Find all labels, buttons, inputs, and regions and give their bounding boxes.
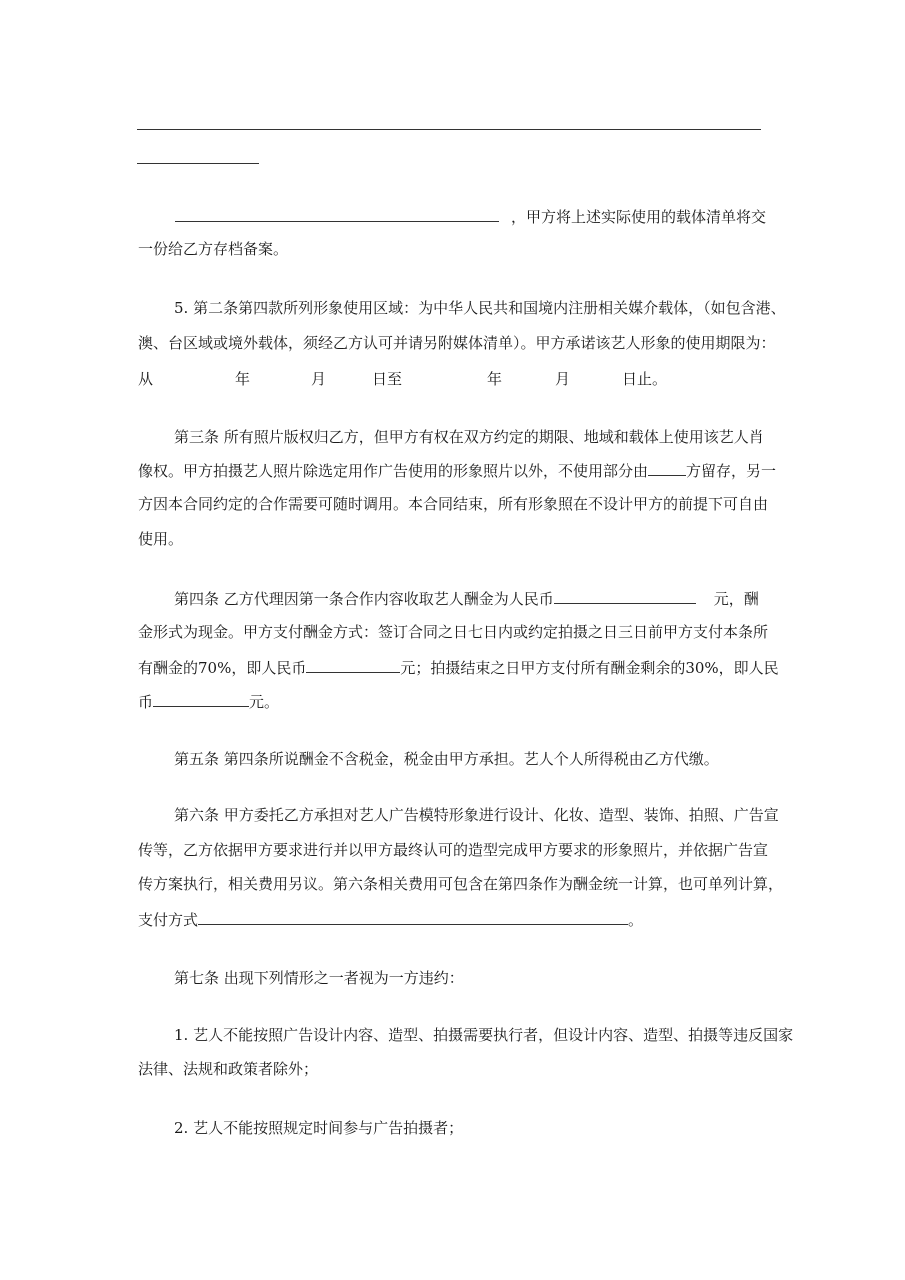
text-line: 第七条 出现下列情形之一者视为一方违约： [174, 969, 464, 987]
top-rule-short [137, 163, 259, 164]
date-day-end: 日止。 [622, 370, 668, 388]
date-from: 从 [138, 370, 154, 388]
top-rule-long [137, 129, 761, 130]
date-year-2: 年 [487, 370, 503, 388]
fill-blank[interactable] [554, 588, 696, 604]
fill-blank[interactable] [198, 909, 628, 925]
date-year-1: 年 [235, 370, 251, 388]
text-line: 法律、法规和政策者除外； [138, 1060, 319, 1078]
text-line: 一份给乙方存档备案。 [138, 240, 289, 258]
text-line: 2. 艺人不能按照规定时间参与广告拍摄者； [174, 1119, 464, 1137]
text-line: 使用。 [138, 530, 184, 548]
text-line: 有酬金的70%，即人民币 元；拍摄结束之日甲方支付所有酬金剩余的30%，即人民 [138, 659, 779, 677]
date-month-2: 月 [555, 370, 571, 388]
fill-blank[interactable] [153, 691, 249, 707]
text-line: 5. 第二条第四款所列形象使用区域：为中华人民共和国境内注册相关媒介载体，（如包含港、 [174, 299, 786, 317]
text-line: 币 元。 [138, 693, 280, 711]
date-month-1: 月 [311, 370, 327, 388]
fill-blank[interactable] [175, 206, 499, 222]
text-line: 支付方式 。 [138, 911, 644, 929]
text-line: 1. 艺人不能按照广告设计内容、造型、拍摄需要执行者，但设计内容、造型、拍摄等违反国家 [174, 1026, 794, 1044]
text-line: 第四条 乙方代理因第一条合作内容收取艺人酬金为人民币 元，酬 [174, 590, 759, 608]
text-line: 第三条 所有照片版权归乙方，但甲方有权在双方约定的期限、地域和载体上使用该艺人肖 [174, 428, 764, 446]
text-line: 传方案执行，相关费用另议。第六条相关费用可包含在第四条作为酬金统一计算，也可单列计算， [138, 875, 784, 893]
fill-blank[interactable] [648, 460, 686, 476]
text-line: 第五条 第四条所说酬金不含税金，税金由甲方承担。艺人个人所得税由乙方代缴。 [174, 750, 719, 768]
text-line: ，甲方将上述实际使用的载体清单将交 [175, 206, 766, 227]
text-line: 金形式为现金。甲方支付酬金方式：签订合同之日七日内或约定拍摄之日三日前甲方支付本条所 [138, 623, 769, 641]
fill-blank[interactable] [306, 657, 400, 673]
text-line: 第六条 甲方委托乙方承担对艺人广告模特形象进行设计、化妆、造型、装饰、拍照、广告宣 [174, 806, 779, 824]
text-line: 传等，乙方依据甲方要求进行并以甲方最终认可的造型完成甲方要求的形象照片，并依据广告宣 [138, 841, 769, 859]
text-line: 澳、台区域或境外载体，须经乙方认可并请另附媒体清单）。甲方承诺该艺人形象的使用期限为： [138, 334, 776, 352]
text-line: 像权。甲方拍摄艺人照片除选定用作广告使用的形象照片以外，不使用部分由 方留存，另一 [138, 462, 777, 480]
date-day-to: 日至 [372, 370, 403, 388]
text-line: 方因本合同约定的合作需要可随时调用。本合同结束，所有形象照在不设计甲方的前提下可自由 [138, 495, 769, 513]
